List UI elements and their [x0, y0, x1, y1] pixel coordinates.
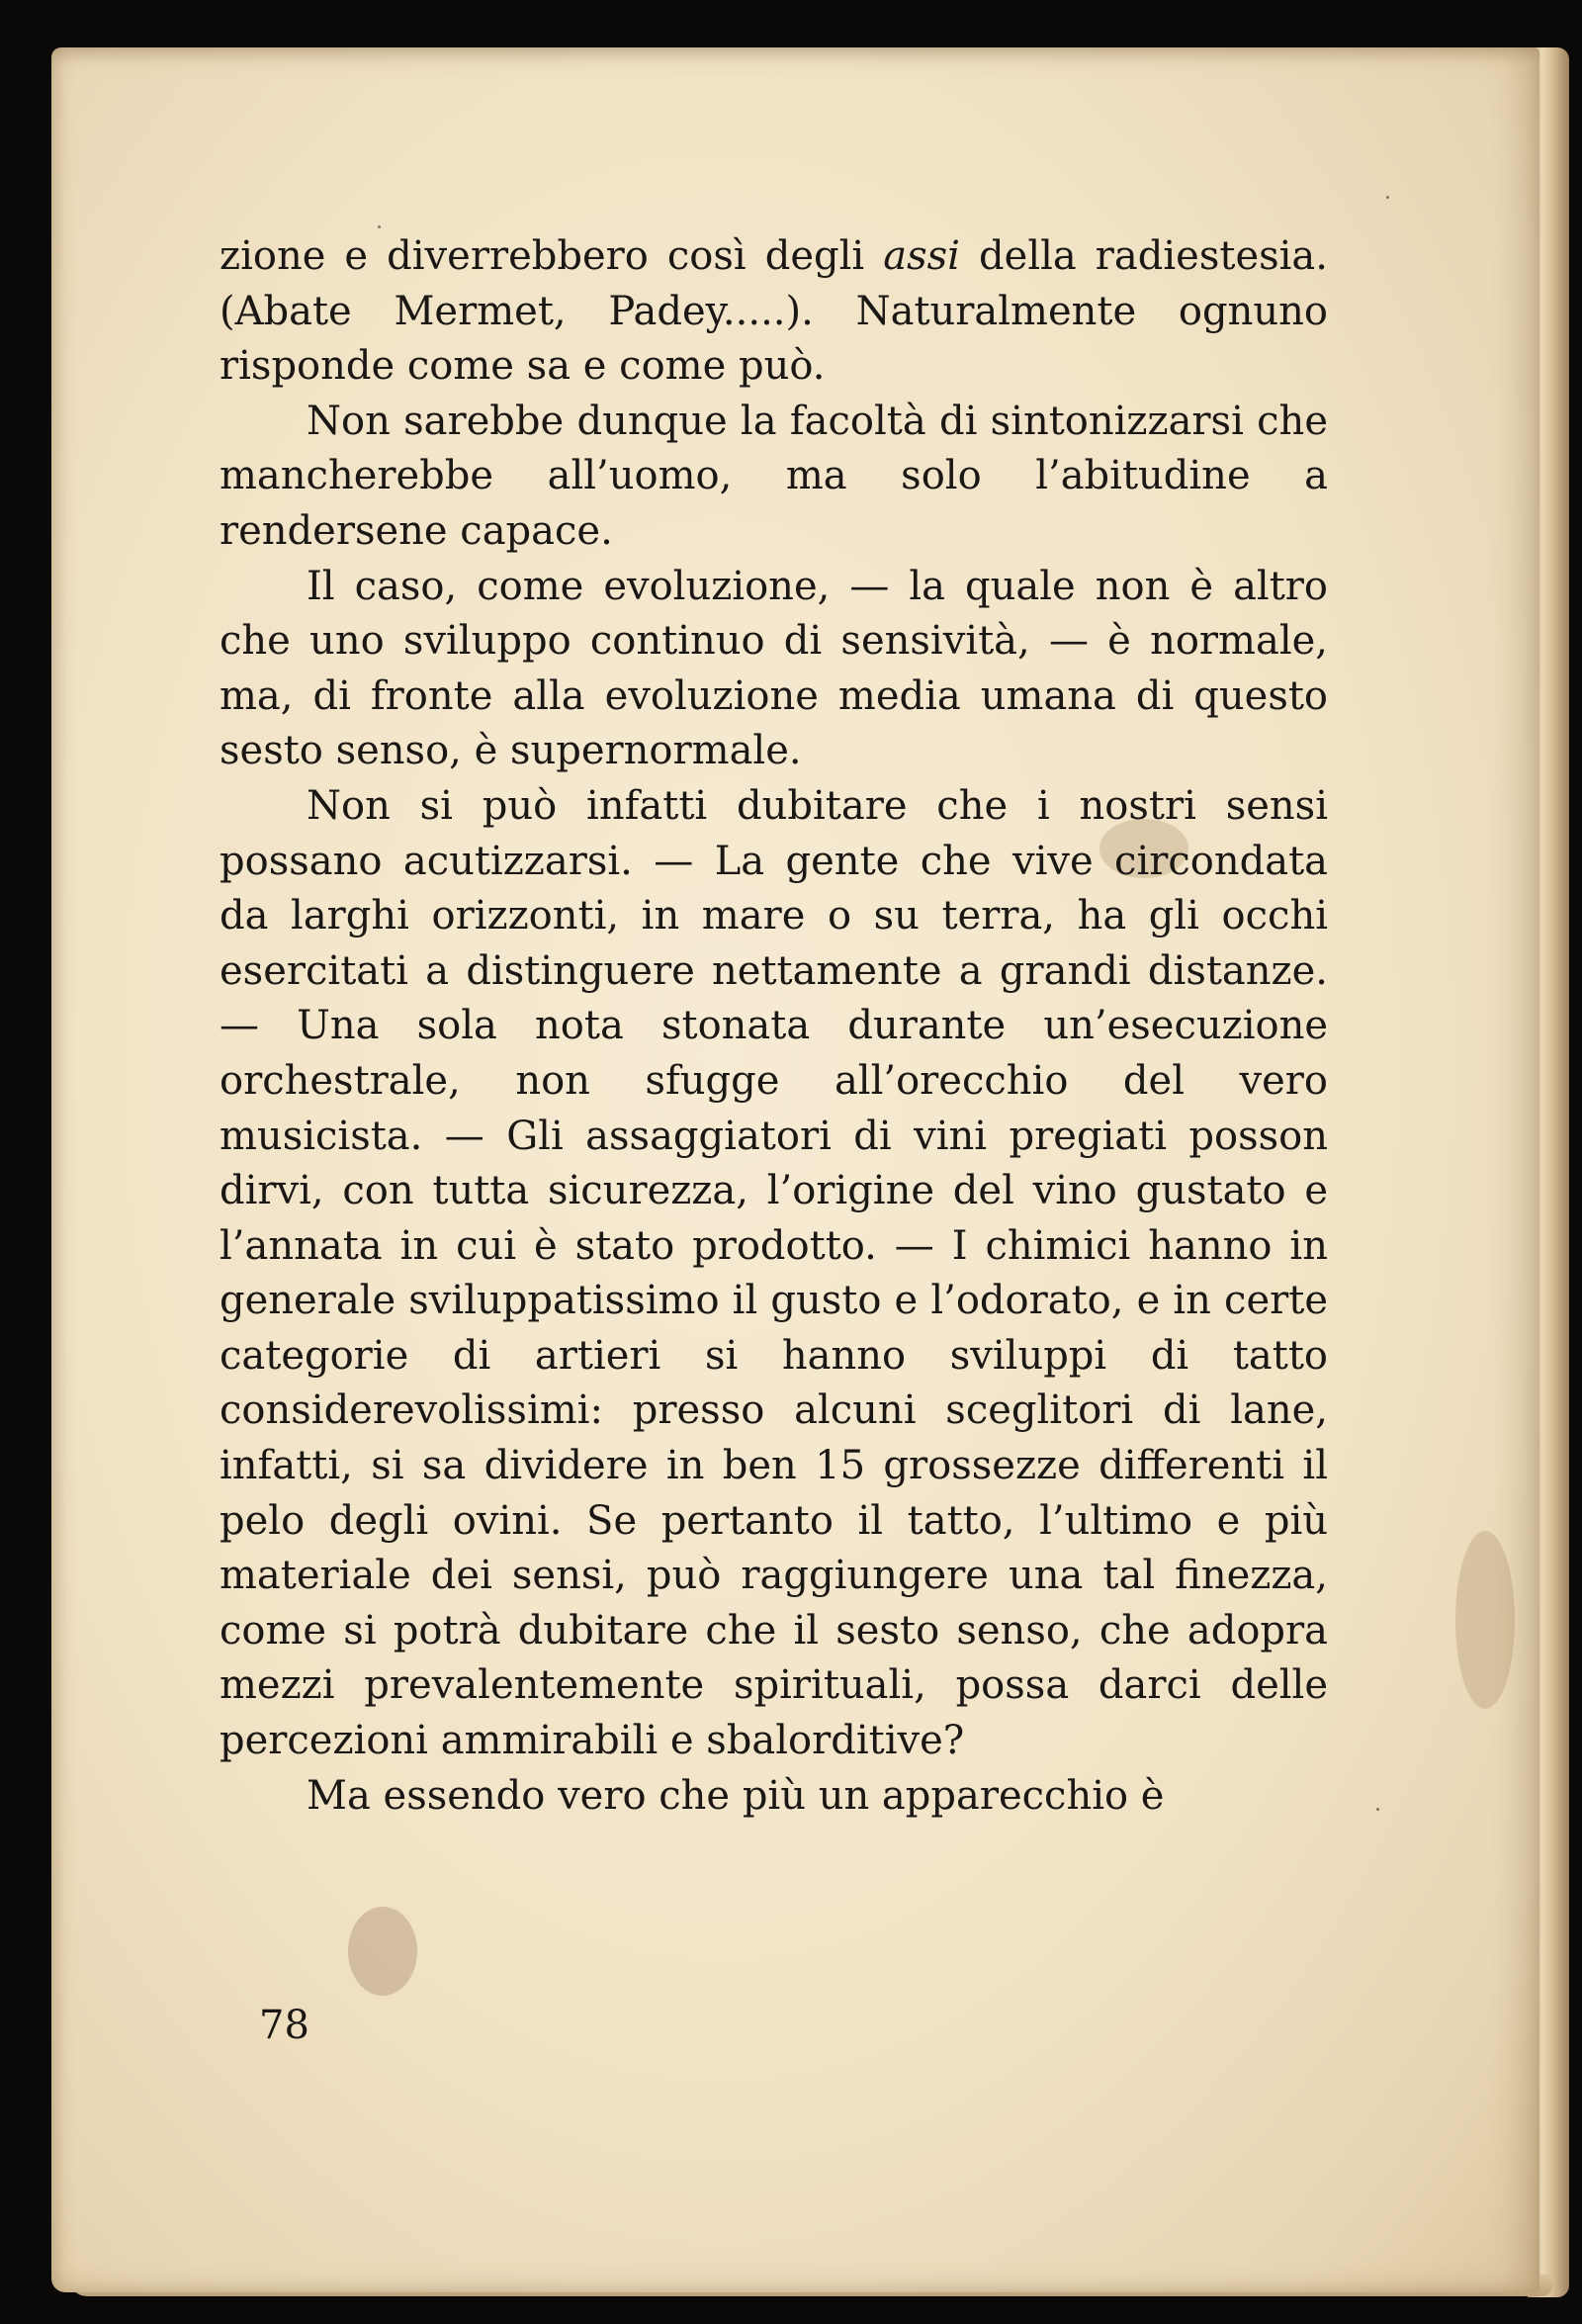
- page-number: 78: [259, 2003, 309, 2048]
- paragraph: [220, 1769, 1328, 1825]
- paragraph: [220, 779, 1328, 1769]
- paper-stain: [1455, 1531, 1515, 1709]
- italic-text: assi: [883, 233, 960, 279]
- text-run: Il caso, come evoluzione, — la quale non è altro che uno sviluppo continuo di sensività, — è normale, ma, di fronte alla evoluzione media umana di questo sesto senso, è supernormale.: [220, 563, 1328, 774]
- paragraph: [220, 560, 1328, 779]
- text-run: della radiestesia. (Abate Mermet, Padey.....). Naturalmente ognuno risponde come sa e come può.: [220, 233, 1328, 390]
- paper-speck: [1386, 196, 1389, 199]
- paper-stain: [348, 1907, 417, 1996]
- text-run: Ma essendo vero che più un apparecchio è: [307, 1772, 1165, 1819]
- text-run: Non si può infatti dubitare che i nostri sensi possano acutizzarsi. — La gente che vive circondata da larghi orizzonti, in mare o su terra, ha gli occhi esercitati a distinguere nettamente a grandi distanze. — Una sola nota stonata durante un’esecuzione orchestrale, non sfugge all’orecchio del vero musicista. — Gli assaggiatori di vini pregiati posson dirvi, con tutta sicurezza, l’origine del vino gustato e l’annata in cui è stato prodotto. — I chimici hanno in generale sviluppatissimo il gusto e l’odorato, e in certe categorie di artieri si hanno sviluppi di tatto considerevolissimi: presso alcuni sceglitori di lane, infatti, si sa dividere in ben 15 grossezze differenti il pelo degli ovini. Se pertanto il tatto, l’ultimo e più materiale dei sensi, può raggiungere una tal finezza, come si potrà dubitare che il sesto senso, che adopra mezzi prevalentemente spirituali, possa darci delle percezioni ammirabili e sbalorditive?: [220, 782, 1328, 1764]
- paper-speck: [1376, 1808, 1379, 1811]
- text-run: zione e diverrebbero così degli: [220, 233, 884, 279]
- paragraph: [220, 395, 1328, 560]
- paper-speck: [378, 225, 381, 228]
- body-text: [220, 229, 1328, 1824]
- text-run: Non sarebbe dunque la facoltà di sintonizzarsi che mancherebbe all’uomo, ma solo l’abitudine a rendersene capace.: [220, 398, 1328, 554]
- paragraph: [220, 229, 1328, 395]
